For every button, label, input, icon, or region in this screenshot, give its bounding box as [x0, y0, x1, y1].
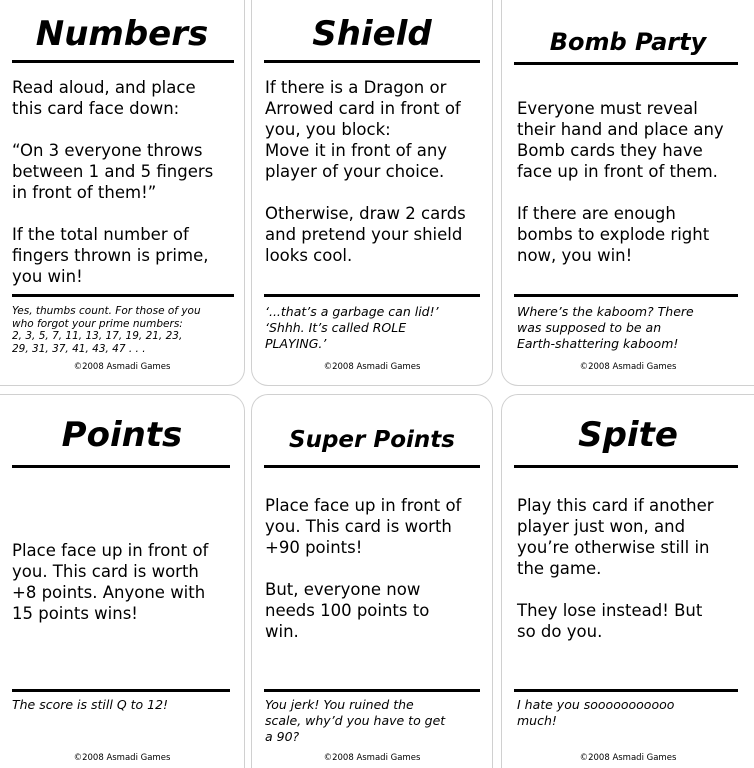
title-divider — [264, 60, 480, 63]
card-flavor-text: The score is still Q to 12! — [12, 697, 169, 712]
card-flavor-text: Yes, thumbs count. For those of you who forgot your prime numbers: 2, 3, 5, 7, 11, 13, 17, 19, 21, 23, 29, 31, 37, 41, 43, 47 . . . — [12, 305, 201, 355]
flavor-divider — [12, 294, 234, 297]
card-rules-text: Place face up in front of you. This card is worth +90 points! But, everyone now needs 100 points to win. — [265, 496, 462, 641]
card-copyright: ©2008 Asmadi Games — [323, 362, 421, 372]
card-rules-text: Play this card if another player just won, and you’re otherwise still in the game. They lose instead! But so do you. — [517, 496, 714, 641]
flavor-divider — [514, 689, 738, 692]
card-super-points[interactable] — [252, 395, 492, 768]
title-divider — [514, 62, 738, 65]
card-title: Super Points — [289, 427, 455, 453]
card-title: Numbers — [35, 14, 209, 54]
card-rules-text: Everyone must reveal their hand and place any Bomb cards they have face up in front of them. If there are enough bombs to explode right now, you win! — [517, 99, 724, 265]
title-divider — [12, 60, 234, 63]
card-copyright: ©2008 Asmadi Games — [323, 753, 421, 763]
card-title: Spite — [578, 415, 678, 455]
card-title: Shield — [312, 14, 432, 54]
card-flavor-text: I hate you sooooooooooo much! — [517, 697, 675, 728]
card-rules-text: Place face up in front of you. This card is worth +8 points. Anyone with 15 points wins! — [12, 541, 209, 623]
title-divider — [514, 465, 738, 468]
card-numbers[interactable] — [0, 0, 244, 385]
card-shield[interactable] — [252, 0, 492, 385]
card-points[interactable] — [0, 395, 244, 768]
card-flavor-text: Where’s the kaboom? There was supposed to be an Earth-shattering kaboom! — [517, 304, 694, 351]
card-copyright: ©2008 Asmadi Games — [73, 753, 171, 763]
flavor-divider — [264, 689, 480, 692]
card-title: Points — [61, 415, 183, 455]
card-copyright: ©2008 Asmadi Games — [73, 362, 171, 372]
card-title: Bomb Party — [549, 28, 707, 56]
card-spite[interactable] — [502, 395, 754, 768]
card-copyright: ©2008 Asmadi Games — [579, 362, 677, 372]
card-rules-text: If there is a Dragon or Arrowed card in front of you, you block: Move it in front of any player of your choice. Otherwise, draw 2 cards and pretend your shield looks cool. — [265, 78, 466, 265]
card-rules-text: Read aloud, and place this card face down: “On 3 everyone throws between 1 and 5 fingers in front of them!” If the total number of fingers thrown is prime, you win! — [12, 78, 214, 286]
card-copyright: ©2008 Asmadi Games — [579, 753, 677, 763]
card-flavor-text: ‘...that’s a garbage can lid!’ ‘Shhh. It’s called ROLE PLAYING.’ — [265, 304, 439, 351]
flavor-divider — [264, 294, 480, 297]
title-divider — [264, 465, 480, 468]
title-divider — [12, 465, 230, 468]
card-flavor-text: You jerk! You ruined the scale, why’d you have to get a 90? — [265, 697, 446, 744]
flavor-divider — [514, 294, 738, 297]
card-bomb-party[interactable] — [502, 0, 754, 385]
flavor-divider — [12, 689, 230, 692]
